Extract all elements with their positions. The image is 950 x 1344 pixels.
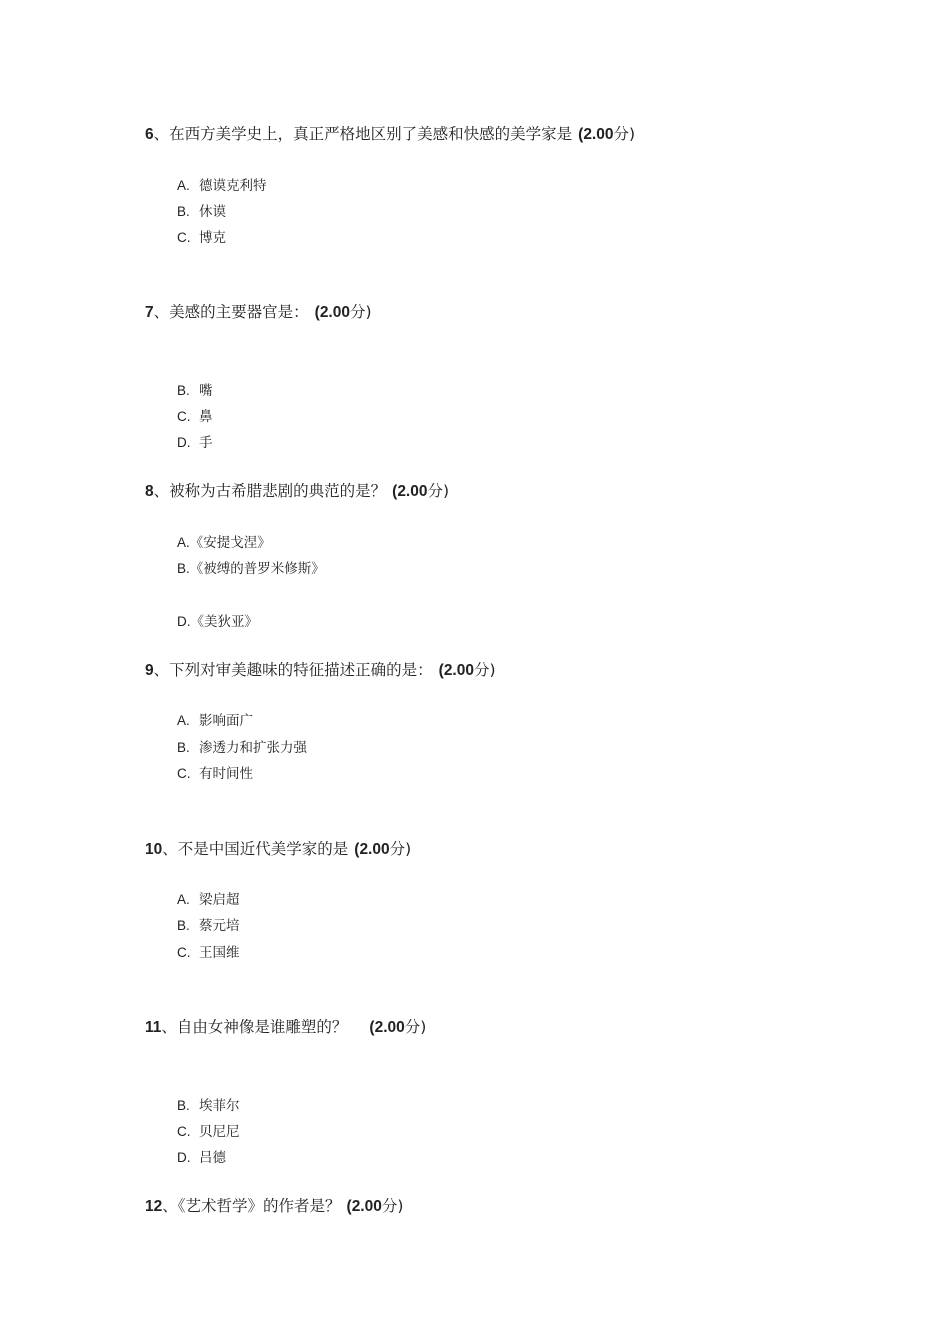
option-text: 《被缚的普罗米修斯》	[189, 561, 325, 577]
option-text: 吕德	[199, 1150, 226, 1166]
option-text: 手	[199, 435, 213, 451]
question-text: 、被称为古希腊悲剧的典范的是？	[153, 482, 387, 500]
option-text: 博克	[199, 230, 226, 246]
question-number: 12	[145, 1198, 163, 1215]
question-number: 11	[145, 1019, 162, 1036]
option-letter: C.	[177, 230, 191, 245]
option-letter: B.	[177, 918, 190, 933]
option-letter: B.	[177, 740, 190, 755]
option-text: 《安提戈涅》	[189, 535, 271, 551]
option-letter: C.	[177, 409, 191, 424]
option-letter: B.	[177, 1098, 190, 1113]
question-number: 10	[145, 841, 163, 858]
question-number: 8	[145, 483, 154, 500]
question-text: 、在西方美学史上，真正严格地区别了美感和快感的美学家是	[153, 125, 573, 143]
option-9-b[interactable]	[177, 739, 307, 757]
option-text: 《美狄亚》	[190, 614, 258, 630]
question-7	[145, 302, 372, 323]
option-text: 贝尼尼	[199, 1124, 240, 1140]
option-letter: C.	[177, 1124, 191, 1139]
question-score: (2.00分)	[314, 303, 372, 321]
option-text: 埃菲尔	[199, 1098, 240, 1114]
option-text: 德谟克利特	[199, 178, 267, 194]
question-text: 、美感的主要器官是：	[153, 303, 309, 321]
question-score: (2.00分)	[354, 840, 412, 858]
question-8	[145, 481, 449, 502]
option-6-b[interactable]	[177, 203, 226, 221]
option-6-c[interactable]	[177, 229, 226, 247]
question-number: 9	[145, 662, 154, 679]
option-text: 蔡元培	[199, 918, 240, 934]
option-text: 梁启超	[199, 892, 240, 908]
option-text: 鼻	[199, 409, 213, 425]
question-11	[145, 1017, 426, 1038]
question-6	[145, 124, 635, 145]
option-text: 渗透力和扩张力强	[199, 740, 307, 756]
option-text: 嘴	[199, 383, 213, 399]
option-text: 影响面广	[199, 713, 253, 729]
option-10-c[interactable]	[177, 944, 240, 962]
question-text: 、不是中国近代美学家的是	[162, 840, 349, 858]
question-12	[145, 1196, 403, 1217]
option-letter: D.	[177, 435, 191, 450]
option-11-b[interactable]	[177, 1097, 240, 1115]
option-letter: B.	[177, 561, 190, 576]
question-text: 、《艺术哲学》的作者是？	[162, 1197, 341, 1215]
option-letter: A.	[177, 713, 190, 728]
question-score: (2.00分)	[346, 1197, 404, 1215]
option-7-b[interactable]	[177, 382, 213, 400]
option-7-c[interactable]	[177, 408, 213, 426]
question-score: (2.00分)	[438, 661, 496, 679]
option-letter: C.	[177, 766, 191, 781]
option-text: 有时间性	[199, 766, 253, 782]
question-text: 、下列对审美趣味的特征描述正确的是：	[153, 661, 433, 679]
question-number: 6	[145, 126, 154, 143]
question-text: 、自由女神像是谁雕塑的？	[161, 1018, 348, 1036]
option-text: 休谟	[199, 204, 226, 220]
option-letter: A.	[177, 178, 190, 193]
option-10-a[interactable]	[177, 891, 240, 909]
question-score: (2.00分)	[392, 482, 450, 500]
option-letter: B.	[177, 383, 190, 398]
option-letter: A.	[177, 892, 190, 907]
question-score: (2.00分)	[369, 1018, 427, 1036]
question-10	[145, 839, 411, 860]
option-7-d[interactable]	[177, 434, 213, 452]
option-9-a[interactable]	[177, 712, 253, 730]
question-number: 7	[145, 304, 154, 321]
option-11-d[interactable]	[177, 1149, 226, 1167]
question-score: (2.00分)	[578, 125, 636, 143]
option-10-b[interactable]	[177, 917, 240, 935]
option-6-a[interactable]	[177, 177, 267, 195]
option-letter: A.	[177, 535, 190, 550]
option-9-c[interactable]	[177, 765, 253, 783]
option-8-d[interactable]	[177, 613, 258, 631]
question-9	[145, 660, 496, 681]
option-letter: C.	[177, 945, 191, 960]
option-8-a[interactable]	[177, 534, 271, 552]
option-8-b[interactable]	[177, 560, 325, 578]
option-letter: B.	[177, 204, 190, 219]
option-letter: D.	[177, 1150, 191, 1165]
option-text: 王国维	[199, 945, 240, 961]
option-11-c[interactable]	[177, 1123, 240, 1141]
option-letter: D.	[177, 614, 191, 629]
